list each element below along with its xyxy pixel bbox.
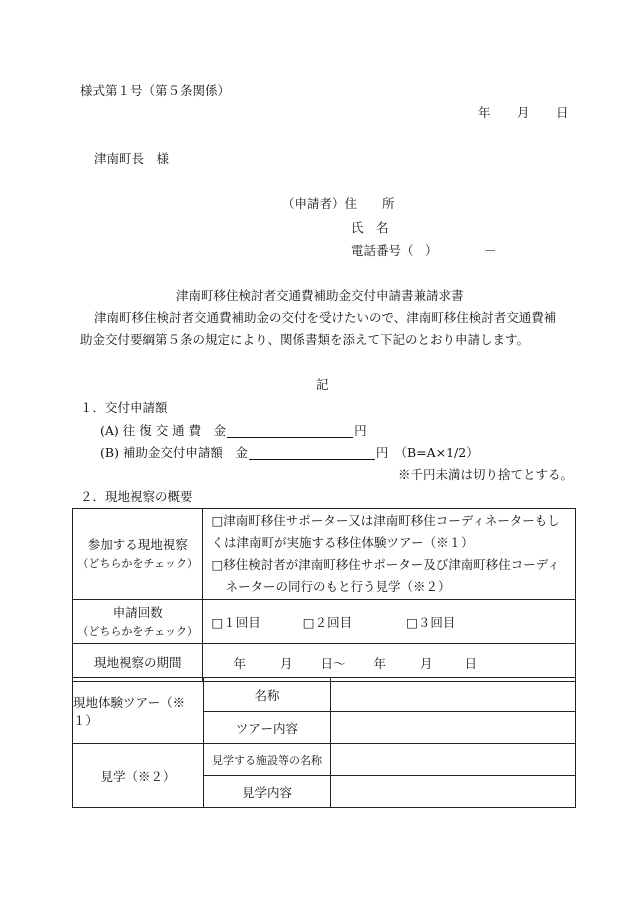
- applicant-phone-paren: ）: [425, 243, 438, 258]
- period-year-1: 年: [233, 655, 246, 671]
- kengaku-facility-field[interactable]: [330, 743, 576, 776]
- visit-type-sub: （どちらかをチェック）: [77, 557, 199, 571]
- row-b-unit: 円: [375, 445, 389, 460]
- visit-option-2-line1[interactable]: □移住検討者が津南町移住サポーター及び津南町移住コーディ: [211, 557, 560, 572]
- visit-option-1-line1[interactable]: □津南町移住サポーター又は津南町移住コーディネーターもし: [211, 513, 560, 528]
- count-options-cell: [203, 600, 576, 644]
- addressee: 津南町長 様: [94, 151, 170, 166]
- kengaku-content-field[interactable]: [330, 775, 576, 808]
- tour-visit-table: [72, 677, 576, 808]
- kengaku-content-label: 見学内容: [203, 775, 331, 808]
- visit-type-label: 参加する現地視察: [87, 537, 188, 553]
- row-a-unit: 円: [354, 423, 367, 438]
- section2-heading: ２．現地視察の概要: [80, 489, 193, 504]
- period-month-1: 月: [279, 655, 293, 671]
- applicant-phone-label: 電話番号（: [351, 243, 414, 258]
- tour-name-field[interactable]: [330, 677, 576, 712]
- applicant-name-label: 氏 名: [351, 220, 389, 235]
- form-number: 様式第１号（第５条関係）: [80, 83, 231, 98]
- ki-label: 記: [316, 377, 329, 392]
- applicant-phone-dash: －: [484, 243, 497, 258]
- period-cell[interactable]: [203, 644, 576, 682]
- date-month-label: 月: [517, 105, 530, 120]
- row-a-amount-field[interactable]: [227, 424, 353, 438]
- kengaku-facility-label: 見学する施設等の名称: [203, 743, 331, 776]
- section1-heading: １．交付申請額: [80, 400, 168, 415]
- period-day-1: 日～: [320, 655, 346, 671]
- kengaku-label: 見学（※２）: [72, 743, 204, 808]
- visit-options-cell: [203, 509, 576, 600]
- period-day-2: 日: [464, 655, 477, 671]
- tour-content-field[interactable]: [330, 711, 576, 744]
- visit-type-row: [73, 509, 576, 600]
- overview-table: [72, 508, 576, 682]
- period-year-2: 年: [373, 655, 386, 671]
- row-b: [100, 445, 479, 460]
- row-b-label: (B) 補助金交付申請額 金: [100, 445, 248, 460]
- document-title: 津南町移住検討者交通費補助金交付申請書兼請求書: [176, 288, 464, 303]
- count-cell: [73, 600, 203, 644]
- visit-type-cell: [73, 509, 203, 600]
- count-option-3[interactable]: □３回目: [406, 614, 456, 630]
- row-a: [100, 423, 367, 438]
- count-row: [73, 600, 576, 644]
- body-line-1: 津南町移住検討者交通費補助金の交付を受けたいので、津南町移住検討者交通費補: [94, 310, 557, 325]
- period-label: 現地視察の期間: [73, 644, 203, 682]
- count-sub: （どちらかをチェック）: [77, 624, 199, 638]
- period-row: [73, 644, 576, 682]
- tour-content-label: ツアー内容: [203, 711, 331, 744]
- visit-option-2-line2: ネーターの同行のもと行う見学（※２）: [225, 579, 451, 594]
- period-month-2: 月: [419, 655, 433, 671]
- truncation-note: ※千円未満は切り捨てとする。: [398, 467, 574, 482]
- row-b-formula: （B=A×1/2）: [394, 445, 479, 460]
- count-label: 申請回数: [112, 605, 163, 621]
- tour-name-label: 名称: [203, 677, 331, 712]
- row-a-label: (A) 往 復 交 通 費 金: [100, 423, 227, 438]
- tour-label: 現地体験ツアー（※１）: [72, 677, 204, 744]
- body-line-2: 助金交付要綱第５条の規定により、関係書類を添えて下記のとおり申請します。: [80, 332, 530, 347]
- visit-option-1-line2: くは津南町が実施する移住体験ツアー（※１）: [211, 535, 474, 550]
- row-b-amount-field[interactable]: [249, 446, 375, 460]
- applicant-address-label: （申請者）住 所: [282, 196, 395, 211]
- date-year-label: 年: [478, 105, 491, 120]
- date-day-label: 日: [556, 105, 569, 120]
- count-option-2[interactable]: □２回目: [302, 614, 353, 630]
- count-option-1[interactable]: □１回目: [211, 614, 261, 630]
